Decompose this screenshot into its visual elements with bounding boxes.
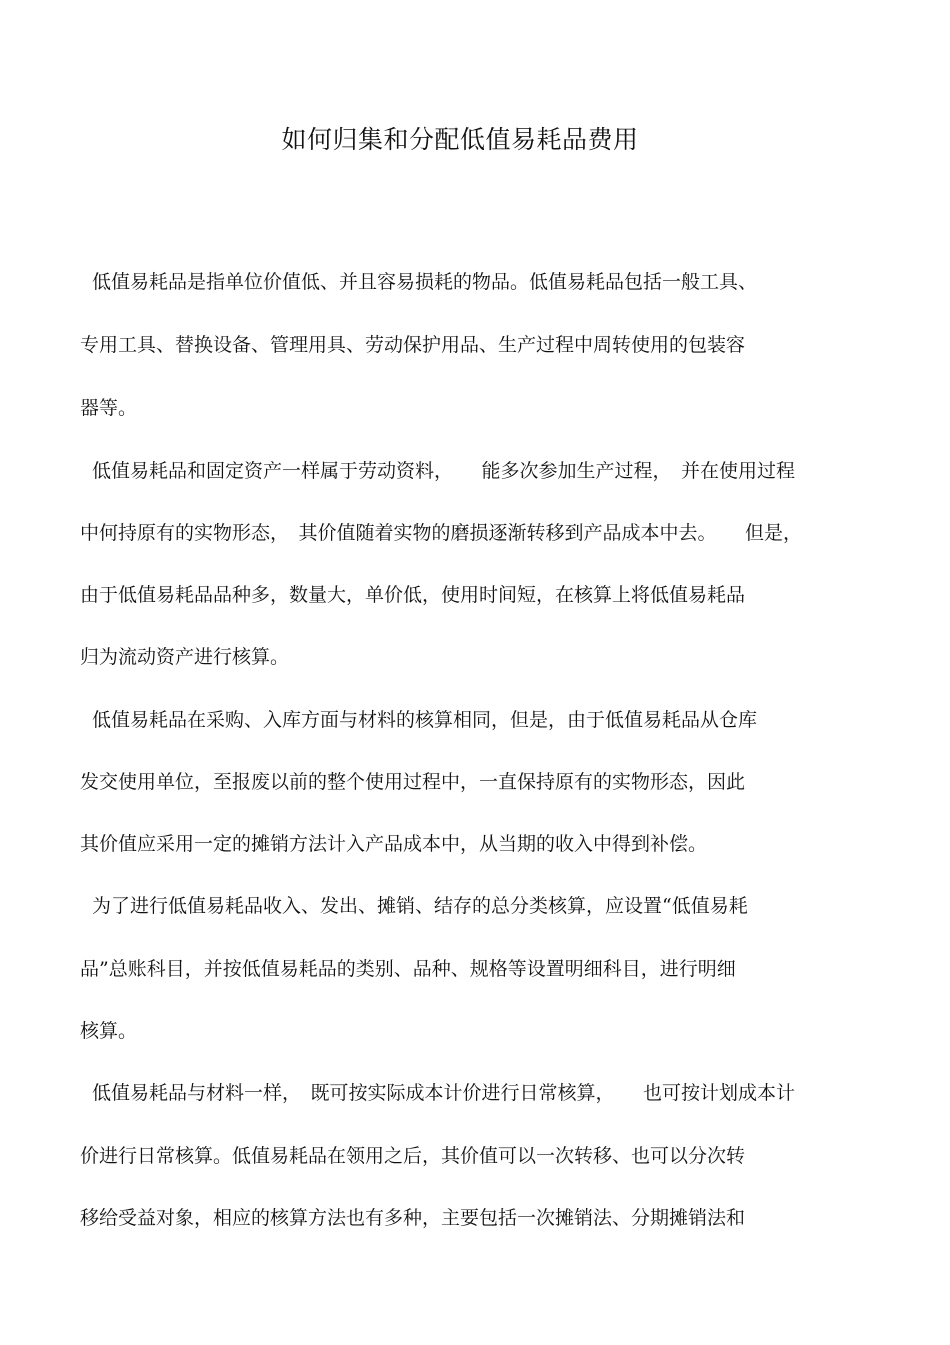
paragraph-5-line-3: 移给受益对象，相应的核算方法也有多种，主要包括一次摊销法、分期摊销法和 [80, 1207, 746, 1229]
paragraph-1-line-3: 器等。 [80, 397, 138, 419]
paragraph-4-line-3: 核算。 [80, 1020, 138, 1042]
paragraph-4-line-1: 为了进行低值易耗品收入、发出、摊销、结存的总分类核算，应设置“低值易耗 [92, 895, 748, 917]
paragraph-2-line-3: 由于低值易耗品品种多，数量大，单价低，使用时间短，在核算上将低值易耗品 [80, 584, 746, 606]
paragraph-2-line-1: 低值易耗品和固定资产一样属于劳动资料， 能多次参加生产过程， 并在使用过程 [92, 460, 796, 482]
paragraph-1-line-2: 专用工具、替换设备、管理用具、劳动保护用品、生产过程中周转使用的包装容 [80, 334, 746, 356]
paragraph-1-line-1: 低值易耗品是指单位价值低、并且容易损耗的物品。低值易耗品包括一般工具、 [92, 271, 758, 293]
paragraph-3-line-3: 其价值应采用一定的摊销方法计入产品成本中，从当期的收入中得到补偿。 [80, 833, 708, 855]
paragraph-3-line-2: 发交使用单位，至报废以前的整个使用过程中，一直保持原有的实物形态，因此 [80, 771, 746, 793]
document-title: 如何归集和分配低值易耗品费用 [281, 125, 639, 154]
paragraph-4-line-2: 品”总账科目，并按低值易耗品的类别、品种、规格等设置明细科目，进行明细 [80, 958, 736, 980]
paragraph-5-line-1: 低值易耗品与材料一样， 既可按实际成本计价进行日常核算， 也可按计划成本计 [92, 1082, 796, 1104]
paragraph-2-line-4: 归为流动资产进行核算。 [80, 646, 290, 668]
paragraph-2-line-2: 中何持原有的实物形态， 其价值随着实物的磨损逐渐转移到产品成本中去。 但是， [80, 522, 803, 544]
paragraph-3-line-1: 低值易耗品在采购、入库方面与材料的核算相同，但是，由于低值易耗品从仓库 [92, 709, 758, 731]
paragraph-5-line-2: 价进行日常核算。低值易耗品在领用之后，其价值可以一次转移、也可以分次转 [80, 1145, 746, 1167]
